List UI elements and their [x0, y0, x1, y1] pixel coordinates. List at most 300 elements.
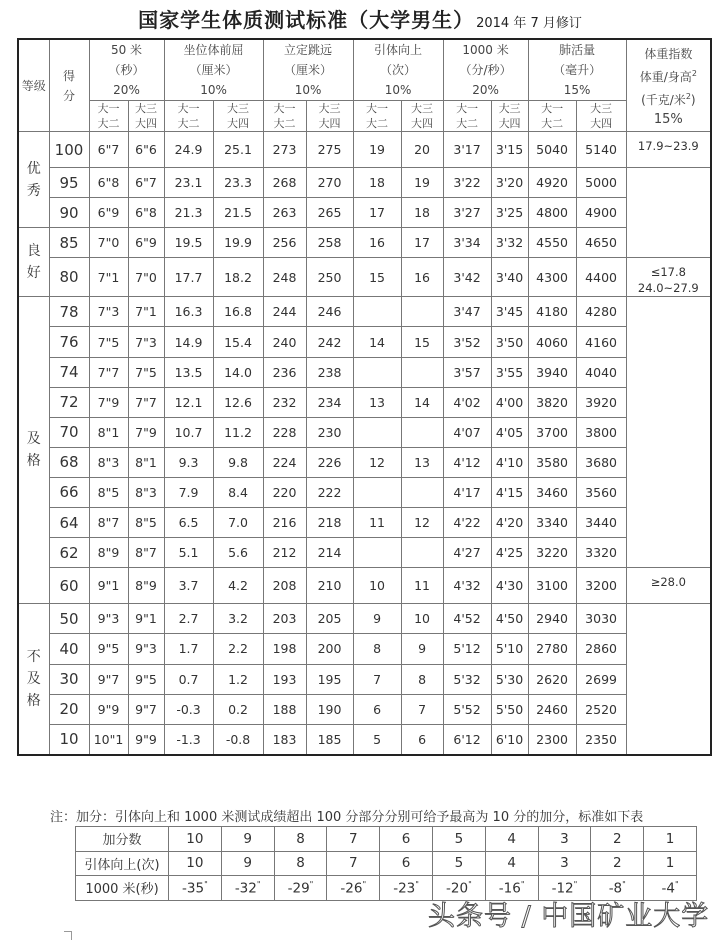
value-cell: 6"9	[128, 228, 164, 258]
value-cell: 2.2	[213, 634, 263, 664]
bmi-range	[626, 132, 711, 168]
bonus-value	[591, 851, 644, 876]
header-line: 20%	[472, 83, 499, 97]
value-cell: 208	[263, 568, 306, 604]
bonus-value	[327, 851, 380, 876]
value-cell: 23.3	[213, 168, 263, 198]
value-cell: 24.9	[164, 132, 213, 168]
bonus-number: -4	[661, 880, 675, 896]
value-cell: 3'27	[443, 198, 491, 228]
header-year: 大三	[318, 102, 341, 115]
value-cell: 4.2	[213, 568, 263, 604]
value-cell: 6"9	[89, 198, 128, 228]
value-cell: 16.3	[164, 297, 213, 327]
header-year: 大四	[318, 117, 341, 130]
value-cell: 8.4	[213, 477, 263, 507]
value-cell: 216	[263, 508, 306, 538]
value-cell: -0.8	[213, 724, 263, 755]
value-cell: 8"1	[89, 417, 128, 447]
value-cell: 203	[263, 604, 306, 634]
bmi-line: 17.9~23.9	[637, 139, 699, 153]
header-year: 大一	[541, 102, 564, 115]
value-cell: 3'55	[491, 357, 528, 387]
bonus-number: -35	[182, 880, 205, 896]
value-cell: 3'15	[491, 132, 528, 168]
bonus-value	[380, 827, 433, 852]
value-cell: 18	[401, 198, 443, 228]
score-cell: 78	[49, 297, 89, 327]
value-cell: 7.9	[164, 477, 213, 507]
value-cell: 8	[353, 634, 401, 664]
bonus-number: 1	[665, 855, 675, 872]
value-cell: 23.1	[164, 168, 213, 198]
value-cell: 210	[306, 568, 353, 604]
value-cell: 8"3	[89, 447, 128, 477]
header-year-group	[263, 101, 306, 132]
grade-label: 优秀	[18, 132, 49, 228]
value-cell: 185	[306, 724, 353, 755]
value-cell: 4400	[576, 258, 626, 297]
header-year-group	[401, 101, 443, 132]
value-cell: 4900	[576, 198, 626, 228]
value-cell: 3'45	[491, 297, 528, 327]
header-line: 立定跳远	[284, 43, 333, 57]
table-row	[18, 258, 711, 297]
bonus-label: 引体向上(次)	[76, 851, 169, 876]
table-row	[18, 604, 711, 634]
header-year: 大一	[97, 102, 120, 115]
value-cell: 9"1	[128, 604, 164, 634]
value-cell: 5140	[576, 132, 626, 168]
value-cell: 7"1	[89, 258, 128, 297]
value-cell: 13	[353, 387, 401, 417]
value-cell: 2699	[576, 664, 626, 694]
value-cell: 3340	[528, 508, 576, 538]
value-cell: 222	[306, 477, 353, 507]
bonus-number: 2	[612, 855, 622, 872]
value-cell: 3'22	[443, 168, 491, 198]
value-cell: 1.7	[164, 634, 213, 664]
value-cell: 4920	[528, 168, 576, 198]
value-cell: 7.0	[213, 508, 263, 538]
bonus-row	[76, 827, 697, 852]
bonus-value	[327, 876, 380, 901]
value-cell: 17	[353, 198, 401, 228]
value-cell: 5040	[528, 132, 576, 168]
header-line: 肺活量	[559, 43, 596, 57]
value-cell: 9	[353, 604, 401, 634]
value-cell: 8"3	[128, 477, 164, 507]
value-cell: 246	[306, 297, 353, 327]
bonus-number: 9	[243, 830, 252, 847]
value-cell: 3200	[576, 568, 626, 604]
header-year: 大四	[590, 117, 613, 130]
table-row	[18, 132, 711, 168]
value-cell: 228	[263, 417, 306, 447]
score-cell: 70	[49, 417, 89, 447]
header-year: 大三	[498, 102, 521, 115]
bmi-line: 24.0~27.9	[637, 281, 699, 296]
header-line: 10%	[294, 83, 322, 97]
value-cell: 226	[306, 447, 353, 477]
title-main: 国家学生体质测试标准（大学男生）	[138, 8, 475, 32]
value-cell: 4'15	[491, 477, 528, 507]
bonus-number: -12	[551, 880, 574, 896]
value-cell: 4'50	[491, 604, 528, 634]
value-cell: 2300	[528, 724, 576, 755]
bonus-number: 10	[186, 830, 204, 847]
value-cell: 3'20	[491, 168, 528, 198]
table-row	[18, 327, 711, 357]
value-cell: 4'22	[443, 508, 491, 538]
bonus-value	[538, 827, 591, 852]
value-cell: 273	[263, 132, 306, 168]
header-year: 大四	[227, 117, 250, 130]
header-year: 大四	[498, 117, 521, 130]
bonus-note: 注：加分：引体向上和 1000 米测试成绩超出 100 分部分分别可给予最高为 10 分的加分，标准如下表	[50, 810, 644, 825]
value-cell: 3.2	[213, 604, 263, 634]
header-score: 得分	[49, 39, 89, 132]
bonus-value	[380, 851, 433, 876]
header-bmi	[626, 39, 711, 132]
value-cell: 9"7	[89, 664, 128, 694]
value-cell: 4160	[576, 327, 626, 357]
value-cell: 5'10	[491, 634, 528, 664]
value-cell: 234	[306, 387, 353, 417]
bonus-number: 8	[296, 855, 305, 872]
value-cell: 6"7	[89, 132, 128, 168]
header-item	[528, 39, 626, 101]
value-cell: 7"3	[89, 297, 128, 327]
table-row	[18, 168, 711, 198]
value-cell: 263	[263, 198, 306, 228]
value-cell: 242	[306, 327, 353, 357]
value-cell: 2.7	[164, 604, 213, 634]
score-cell: 10	[49, 724, 89, 755]
value-cell: 4'27	[443, 538, 491, 568]
header-year: 大二	[366, 117, 389, 130]
table-row	[18, 508, 711, 538]
bonus-row	[76, 851, 697, 876]
bonus-number: 1	[665, 830, 675, 847]
bonus-value	[274, 851, 327, 876]
header-year: 大三	[227, 102, 250, 115]
value-cell: 7"1	[128, 297, 164, 327]
bmi-range	[626, 258, 711, 297]
value-cell: 4060	[528, 327, 576, 357]
bonus-value	[221, 876, 274, 901]
value-cell: 11	[401, 568, 443, 604]
value-cell: 2860	[576, 634, 626, 664]
value-cell: 10	[401, 604, 443, 634]
value-cell: 6"8	[89, 168, 128, 198]
header-line: 引体向上	[374, 43, 423, 57]
value-cell: 9	[401, 634, 443, 664]
value-cell: 12.6	[213, 387, 263, 417]
watermark: 头条号 / 中国矿业大学	[428, 901, 710, 932]
header-year: 大一	[456, 102, 479, 115]
value-cell: 1.2	[213, 664, 263, 694]
table-row	[18, 538, 711, 568]
value-cell: 12	[353, 447, 401, 477]
value-cell: 4'17	[443, 477, 491, 507]
value-cell: 3'50	[491, 327, 528, 357]
value-cell: 8"7	[128, 538, 164, 568]
score-cell: 76	[49, 327, 89, 357]
value-cell: 3440	[576, 508, 626, 538]
score-cell: 90	[49, 198, 89, 228]
bonus-value	[485, 827, 538, 852]
value-cell: 16	[353, 228, 401, 258]
value-cell: 19.5	[164, 228, 213, 258]
value-cell: 3'52	[443, 327, 491, 357]
value-cell: 15	[401, 327, 443, 357]
value-cell: 8"9	[89, 538, 128, 568]
value-cell: 8"5	[128, 508, 164, 538]
seconds-mark: "	[309, 879, 314, 889]
bonus-number: 3	[560, 830, 569, 847]
value-cell: 8"9	[128, 568, 164, 604]
bonus-number: -16	[498, 880, 521, 896]
header-year: 大二	[97, 117, 120, 130]
value-cell: 17.7	[164, 258, 213, 297]
value-cell: 4'25	[491, 538, 528, 568]
value-cell: 9"3	[89, 604, 128, 634]
seconds-mark: "	[204, 879, 208, 889]
value-cell: 4300	[528, 258, 576, 297]
value-cell: 18.2	[213, 258, 263, 297]
bonus-value	[274, 876, 327, 901]
bonus-number: 8	[296, 830, 305, 847]
value-cell: 6'12	[443, 724, 491, 755]
header-line: 20%	[113, 83, 140, 97]
value-cell: 6.5	[164, 508, 213, 538]
value-cell: 6"6	[128, 132, 164, 168]
value-cell: 9"1	[89, 568, 128, 604]
value-cell: 13	[401, 447, 443, 477]
value-cell: 3560	[576, 477, 626, 507]
value-cell: 9.8	[213, 447, 263, 477]
value-cell: 240	[263, 327, 306, 357]
bonus-number: -23	[393, 880, 416, 896]
header-line: （厘米）	[284, 63, 333, 77]
table-row	[18, 477, 711, 507]
value-cell: 5	[353, 724, 401, 755]
score-cell: 60	[49, 568, 89, 604]
value-cell	[401, 538, 443, 568]
value-cell: 238	[306, 357, 353, 387]
value-cell: 2620	[528, 664, 576, 694]
value-cell: 11.2	[213, 417, 263, 447]
bonus-value	[169, 827, 222, 852]
value-cell: 5.1	[164, 538, 213, 568]
header-line: 50 米	[110, 43, 143, 57]
bonus-number: 4	[507, 855, 516, 872]
header-year: 大二	[273, 117, 296, 130]
header-year: 大三	[411, 102, 434, 115]
header-year-group	[89, 101, 128, 132]
value-cell: 4040	[576, 357, 626, 387]
value-cell: 19	[353, 132, 401, 168]
value-cell: 9"5	[128, 664, 164, 694]
title-revision: 2014 年 7 月修订	[476, 16, 582, 31]
value-cell: 8	[401, 664, 443, 694]
seconds-mark: "	[674, 879, 679, 889]
header-line: 10%	[384, 83, 412, 97]
value-cell: 3940	[528, 357, 576, 387]
value-cell: 214	[306, 538, 353, 568]
bonus-number: 10	[186, 855, 204, 872]
value-cell: 3700	[528, 417, 576, 447]
value-cell: 9"9	[89, 694, 128, 724]
value-cell: 3'57	[443, 357, 491, 387]
value-cell: 12.1	[164, 387, 213, 417]
value-cell: 6'10	[491, 724, 528, 755]
value-cell: 21.3	[164, 198, 213, 228]
bonus-number: 3	[560, 855, 569, 872]
bonus-value	[221, 827, 274, 852]
header-year: 大三	[590, 102, 613, 115]
header-line: （厘米）	[189, 63, 238, 77]
bonus-number: 7	[348, 855, 358, 872]
grade-label: 及格	[18, 297, 49, 604]
bonus-number: 4	[507, 830, 516, 847]
bonus-number: 9	[243, 855, 252, 872]
header-year: 大一	[366, 102, 389, 115]
value-cell: 9"3	[128, 634, 164, 664]
header-item	[164, 39, 263, 101]
value-cell: 4650	[576, 228, 626, 258]
score-cell: 64	[49, 508, 89, 538]
value-cell: 4800	[528, 198, 576, 228]
table-row	[18, 694, 711, 724]
bonus-value	[485, 851, 538, 876]
seconds-mark: "	[573, 879, 578, 889]
score-cell: 62	[49, 538, 89, 568]
table-row	[18, 664, 711, 694]
value-cell: 14	[401, 387, 443, 417]
value-cell: 16	[401, 258, 443, 297]
bonus-number: -8	[608, 880, 623, 896]
value-cell: 2940	[528, 604, 576, 634]
value-cell: 3580	[528, 447, 576, 477]
header-item	[89, 39, 164, 101]
bonus-value	[221, 851, 274, 876]
header-year-group	[164, 101, 213, 132]
score-cell: 100	[49, 132, 89, 168]
header-year-group	[128, 101, 164, 132]
value-cell: 3220	[528, 538, 576, 568]
header-year: 大二	[456, 117, 479, 130]
value-cell: 3'42	[443, 258, 491, 297]
score-cell: 50	[49, 604, 89, 634]
header-line: （秒）	[108, 63, 145, 77]
value-cell: 4280	[576, 297, 626, 327]
bonus-number: 6	[401, 830, 411, 847]
value-cell: 7"5	[128, 357, 164, 387]
bmi-range	[626, 604, 711, 755]
value-cell: 250	[306, 258, 353, 297]
value-cell: 5'12	[443, 634, 491, 664]
value-cell: 8"5	[89, 477, 128, 507]
value-cell: 10.7	[164, 417, 213, 447]
grade-label: 良好	[18, 228, 49, 297]
value-cell: 3'40	[491, 258, 528, 297]
value-cell: 4'10	[491, 447, 528, 477]
seconds-mark: "	[468, 879, 472, 889]
value-cell: 11	[353, 508, 401, 538]
value-cell: 5.6	[213, 538, 263, 568]
header-line: （次）	[380, 63, 417, 77]
header-year-group	[528, 101, 576, 132]
value-cell: 2780	[528, 634, 576, 664]
value-cell: 9"5	[89, 634, 128, 664]
value-cell: 220	[263, 477, 306, 507]
value-cell: 3680	[576, 447, 626, 477]
seconds-mark: "	[622, 879, 626, 889]
value-cell: 19	[401, 168, 443, 198]
bonus-label: 加分数	[76, 827, 169, 852]
grade-label: 不及格	[18, 604, 49, 755]
value-cell: 195	[306, 664, 353, 694]
value-cell: 12	[401, 508, 443, 538]
value-cell: 232	[263, 387, 306, 417]
value-cell: 6	[401, 724, 443, 755]
score-cell: 74	[49, 357, 89, 387]
value-cell: 16.8	[213, 297, 263, 327]
value-cell: 6"8	[128, 198, 164, 228]
value-cell: 4'02	[443, 387, 491, 417]
value-cell: 6	[353, 694, 401, 724]
header-line: 体重指数	[644, 47, 693, 61]
bonus-value	[644, 851, 697, 876]
value-cell: 3.7	[164, 568, 213, 604]
value-cell: 218	[306, 508, 353, 538]
value-cell: 8"7	[89, 508, 128, 538]
value-cell: 15	[353, 258, 401, 297]
value-cell: 3'17	[443, 132, 491, 168]
bonus-number: -29	[287, 880, 310, 896]
value-cell: 2350	[576, 724, 626, 755]
value-cell: 244	[263, 297, 306, 327]
value-cell: 5'52	[443, 694, 491, 724]
score-cell: 85	[49, 228, 89, 258]
bonus-value	[432, 827, 485, 852]
score-cell: 66	[49, 477, 89, 507]
score-cell: 20	[49, 694, 89, 724]
bonus-value	[538, 851, 591, 876]
value-cell: 183	[263, 724, 306, 755]
value-cell: 275	[306, 132, 353, 168]
header-year: 大二	[541, 117, 564, 130]
table-row	[18, 634, 711, 664]
value-cell: 13.5	[164, 357, 213, 387]
value-cell: 0.2	[213, 694, 263, 724]
header-item	[263, 39, 353, 101]
value-cell: 14.0	[213, 357, 263, 387]
bmi-formula: 体重/身高	[639, 70, 692, 84]
value-cell: 230	[306, 417, 353, 447]
bmi-range	[626, 568, 711, 604]
value-cell	[353, 417, 401, 447]
table-row	[18, 198, 711, 228]
value-cell: 200	[306, 634, 353, 664]
value-cell: 14.9	[164, 327, 213, 357]
header-line: 坐位体前屈	[183, 43, 244, 57]
value-cell: 15.4	[213, 327, 263, 357]
value-cell: 7"3	[128, 327, 164, 357]
header-year: 大二	[177, 117, 200, 130]
